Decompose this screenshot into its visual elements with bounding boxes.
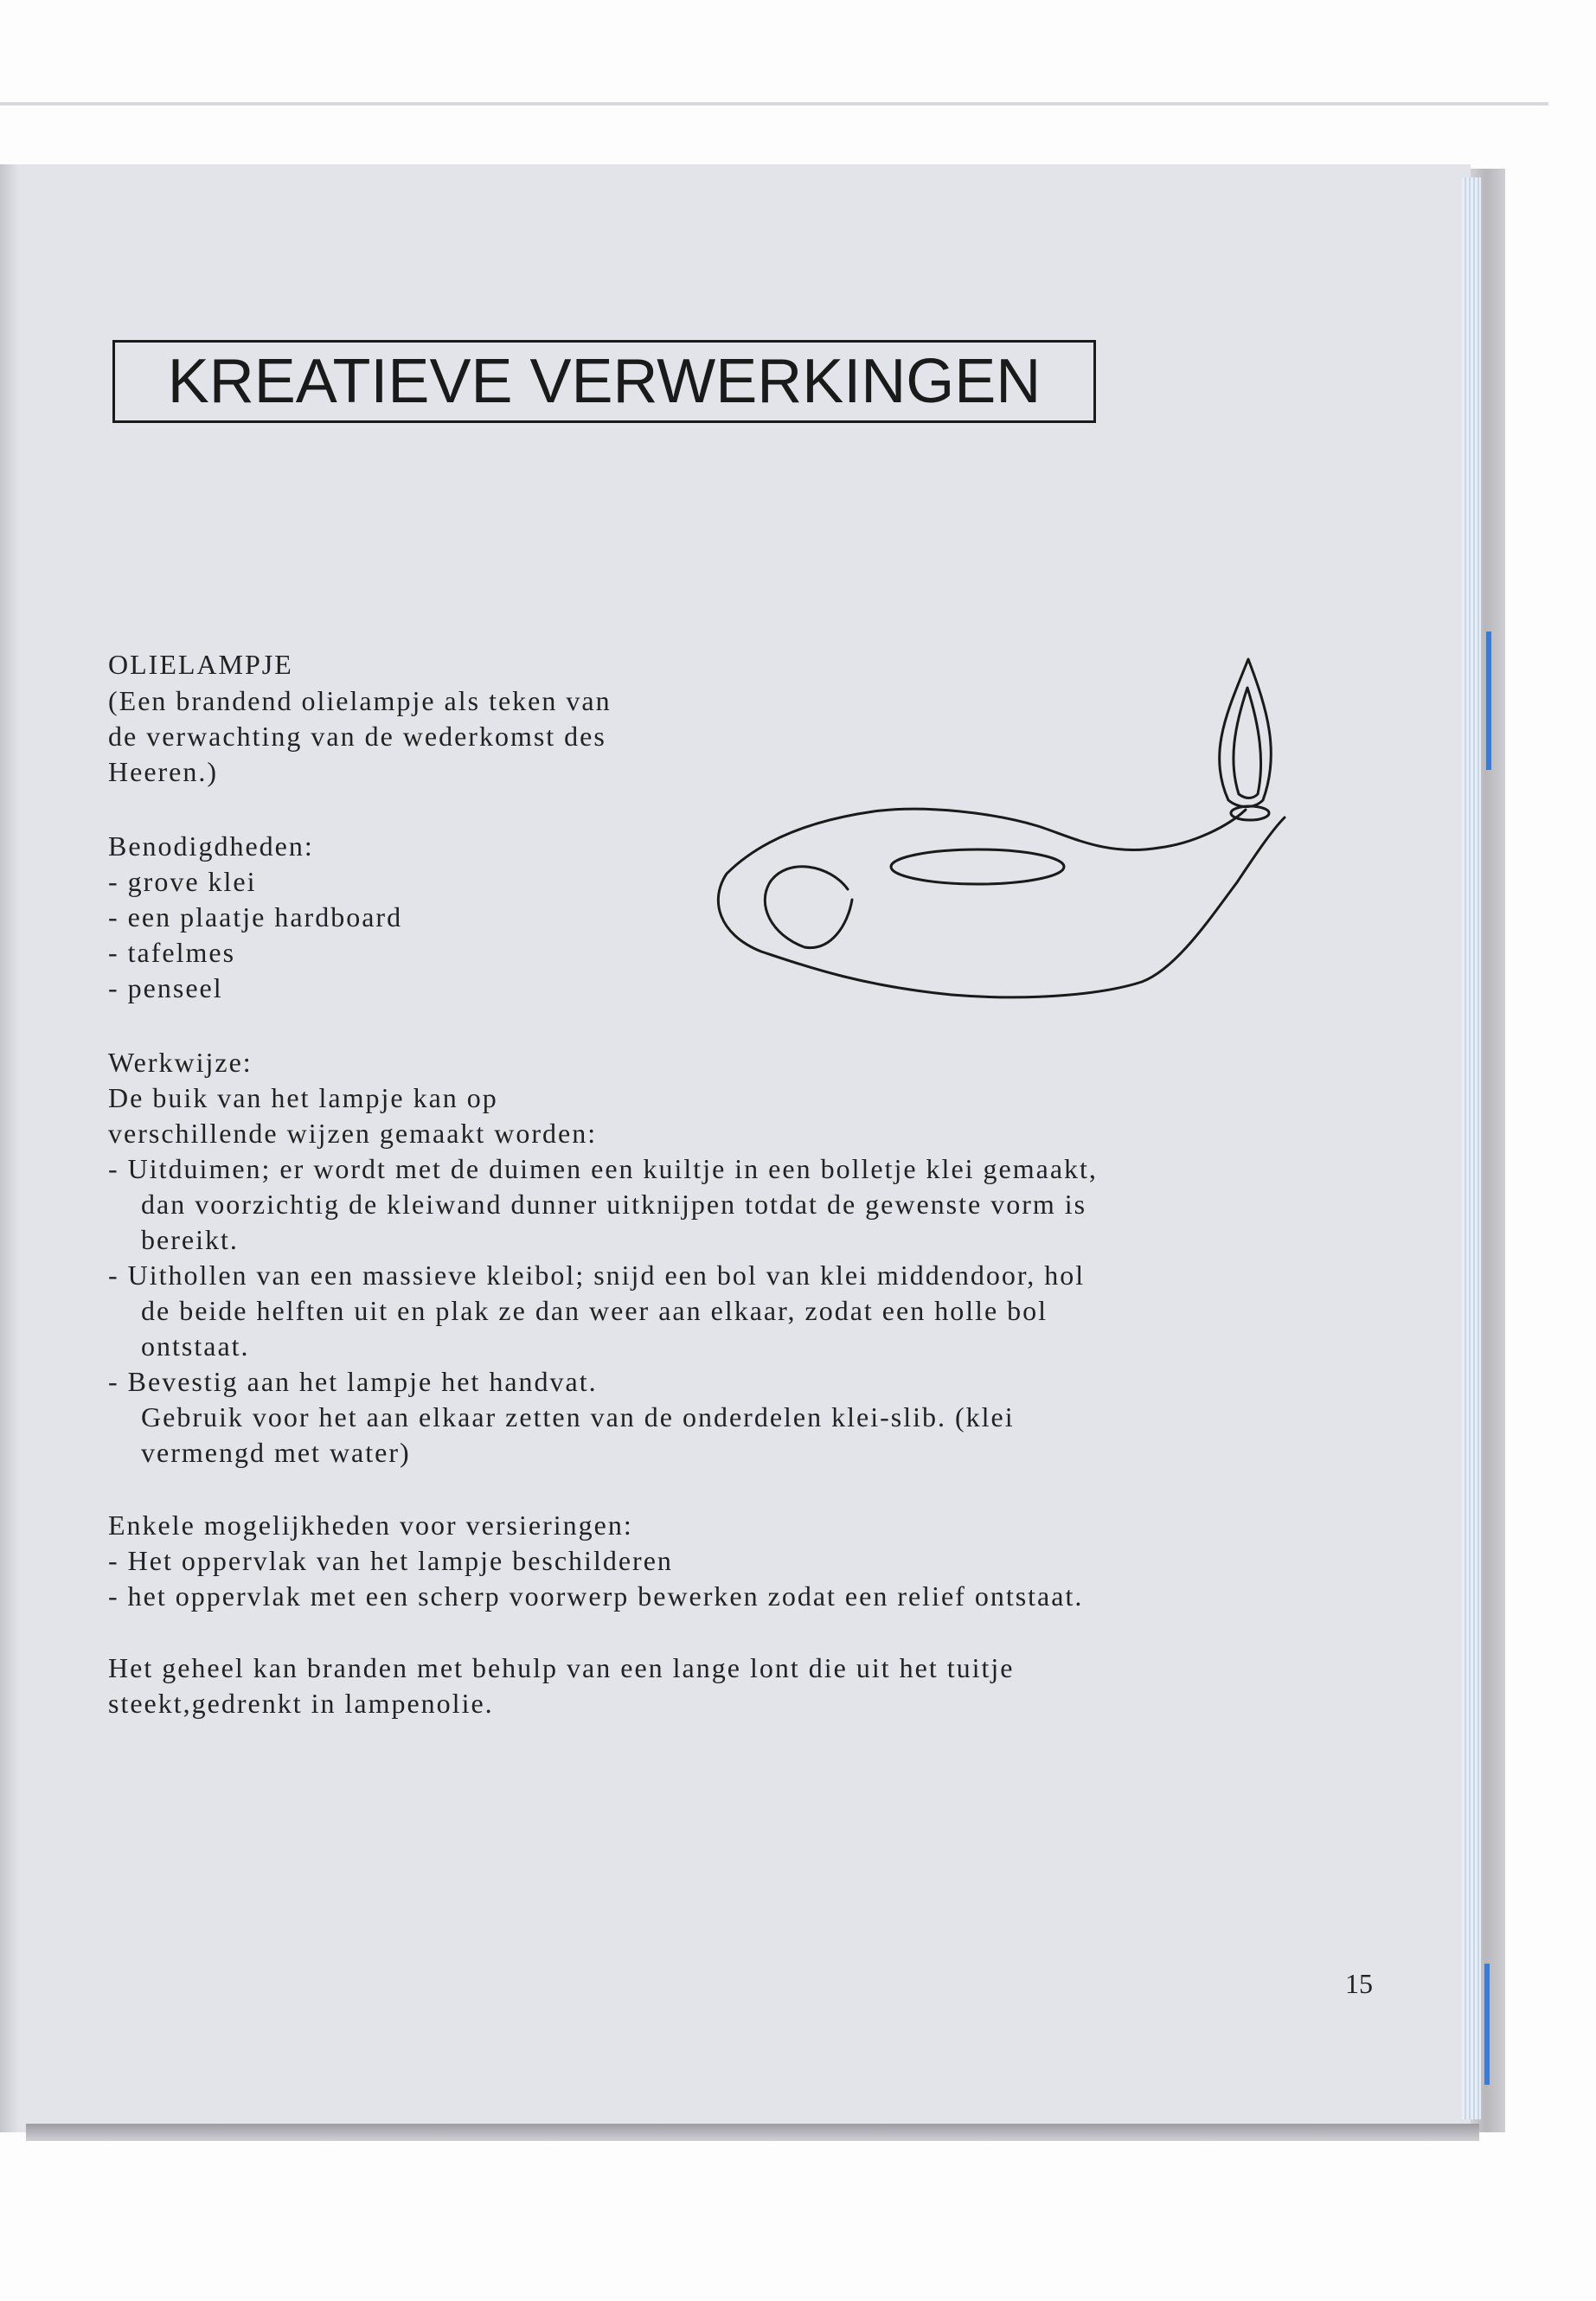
lamp-handle	[765, 867, 852, 948]
step-line: Gebruik voor het aan elkaar zetten van de onderdelen klei-slib. (klei	[141, 1401, 1015, 1433]
step-line: - Uithollen van een massieve kleibol; snijd een bol van klei middendoor, hol	[108, 1259, 1086, 1291]
intro-line: de verwachting van de wederkomst des	[108, 721, 606, 752]
page-number: 15	[1345, 1968, 1373, 1999]
tab-marker	[1486, 631, 1491, 770]
lamp-opening	[891, 849, 1064, 884]
decoration-title: Enkele mogelijkheden voor versieringen:	[108, 1509, 633, 1541]
materials-title: Benodigdheden:	[108, 830, 314, 862]
step-line: ontstaat.	[141, 1330, 250, 1362]
page-edges	[1462, 177, 1481, 2119]
flame-inner	[1234, 688, 1261, 798]
decoration-item: - Het oppervlak van het lampje beschilderen	[108, 1545, 673, 1576]
tab-marker	[1484, 1964, 1490, 2085]
closing-line: Het geheel kan branden met behulp van een lange lont die uit het tuitje	[108, 1652, 1015, 1683]
page-shadow	[26, 2124, 1479, 2141]
material-item: - grove klei	[108, 866, 257, 897]
method-intro: De buik van het lampje kan op	[108, 1082, 498, 1113]
scan-edge	[0, 102, 1548, 106]
oil-lamp-illustration	[709, 640, 1298, 1047]
step-line: - Uitduimen; er wordt met de duimen een kuiltje in een bolletje klei gemaakt,	[108, 1153, 1098, 1184]
section-heading: OLIELAMPJE	[108, 649, 293, 680]
method-title: Werkwijze:	[108, 1047, 253, 1078]
page-title-box	[112, 340, 1096, 423]
material-item: - tafelmes	[108, 937, 236, 968]
material-item: - penseel	[108, 972, 223, 1003]
step-line: de beide helften uit en plak ze dan weer aan elkaar, zodat een holle bol	[141, 1295, 1048, 1326]
page-title: KREATIEVE VERWERKINGEN	[167, 347, 1042, 416]
intro-line: Heeren.)	[108, 756, 219, 787]
step-line: dan voorzichtig de kleiwand dunner uitknijpen totdat de gewenste vorm is	[141, 1189, 1087, 1220]
flame-outline	[1220, 659, 1272, 807]
step-line: vermengd met water)	[141, 1437, 411, 1468]
step-line: bereikt.	[141, 1224, 239, 1255]
material-item: - een plaatje hardboard	[108, 901, 403, 933]
method-intro: verschillende wijzen gemaakt worden:	[108, 1118, 598, 1149]
decoration-item: - het oppervlak met een scherp voorwerp bewerken zodat een relief ontstaat.	[108, 1580, 1084, 1612]
intro-line: (Een brandend olielampje als teken van	[108, 685, 612, 716]
page-gutter	[0, 164, 19, 2132]
step-line: - Bevestig aan het lampje het handvat.	[108, 1366, 598, 1397]
lamp-body	[718, 809, 1285, 997]
closing-line: steekt,gedrenkt in lampenolie.	[108, 1688, 494, 1719]
